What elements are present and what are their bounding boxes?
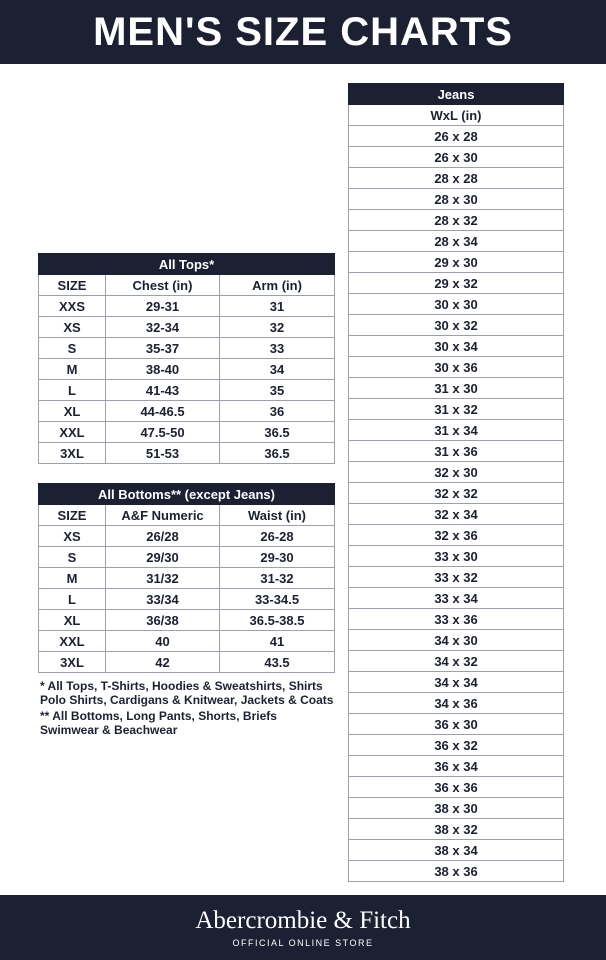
table-row bbox=[349, 273, 564, 294]
table-row bbox=[39, 568, 335, 589]
table-row bbox=[349, 546, 564, 567]
jeans-size-cell: 33 x 32 bbox=[349, 567, 564, 588]
table-row bbox=[349, 231, 564, 252]
table-cell: S bbox=[39, 338, 106, 359]
table-cell: 36 bbox=[220, 401, 335, 422]
table-row bbox=[349, 399, 564, 420]
bottoms-footnote-line1: ** All Bottoms, Long Pants, Shorts, Briefs bbox=[40, 709, 277, 723]
table-row bbox=[39, 380, 335, 401]
table-cell: 31-32 bbox=[220, 568, 335, 589]
jeans-size-cell: 36 x 32 bbox=[349, 735, 564, 756]
jeans-size-cell: 30 x 34 bbox=[349, 336, 564, 357]
table-cell: 26-28 bbox=[220, 526, 335, 547]
table-cell: XL bbox=[39, 610, 106, 631]
page-header bbox=[0, 0, 606, 64]
table-cell: 33-34.5 bbox=[220, 589, 335, 610]
jeans-size-cell: 28 x 32 bbox=[349, 210, 564, 231]
table-row bbox=[39, 422, 335, 443]
table-cell: 36.5 bbox=[220, 422, 335, 443]
table-cell: M bbox=[39, 568, 106, 589]
table-cell: 31 bbox=[220, 296, 335, 317]
table-row bbox=[349, 588, 564, 609]
jeans-size-cell: 28 x 30 bbox=[349, 189, 564, 210]
table-row bbox=[349, 420, 564, 441]
jeans-size-cell: 31 x 30 bbox=[349, 378, 564, 399]
table-cell: XL bbox=[39, 401, 106, 422]
tops-table-body bbox=[39, 296, 335, 464]
table-cell: 38-40 bbox=[106, 359, 220, 380]
jeans-size-cell: 28 x 34 bbox=[349, 231, 564, 252]
tops-header-arm: Arm (in) bbox=[220, 275, 335, 296]
table-cell: 32 bbox=[220, 317, 335, 338]
tops-header-chest: Chest (in) bbox=[106, 275, 220, 296]
jeans-size-table bbox=[348, 83, 564, 882]
table-cell: 33/34 bbox=[106, 589, 220, 610]
jeans-size-cell: 30 x 32 bbox=[349, 315, 564, 336]
table-row bbox=[349, 714, 564, 735]
table-cell: S bbox=[39, 547, 106, 568]
table-row bbox=[349, 819, 564, 840]
table-row bbox=[349, 504, 564, 525]
tops-table-title: All Tops* bbox=[39, 254, 335, 275]
table-cell: 41-43 bbox=[106, 380, 220, 401]
table-row bbox=[39, 631, 335, 652]
table-cell: 43.5 bbox=[220, 652, 335, 673]
table-cell: M bbox=[39, 359, 106, 380]
table-cell: 44-46.5 bbox=[106, 401, 220, 422]
table-cell: 26/28 bbox=[106, 526, 220, 547]
table-row bbox=[39, 338, 335, 359]
table-row bbox=[349, 840, 564, 861]
jeans-size-cell: 34 x 34 bbox=[349, 672, 564, 693]
table-cell: XS bbox=[39, 526, 106, 547]
table-row bbox=[39, 610, 335, 631]
jeans-size-cell: 33 x 36 bbox=[349, 609, 564, 630]
table-cell: 36.5 bbox=[220, 443, 335, 464]
table-row bbox=[349, 126, 564, 147]
table-cell: 36.5-38.5 bbox=[220, 610, 335, 631]
jeans-size-cell: 36 x 30 bbox=[349, 714, 564, 735]
table-row bbox=[39, 443, 335, 464]
bottoms-table-title: All Bottoms** (except Jeans) bbox=[39, 484, 335, 505]
table-cell: 33 bbox=[220, 338, 335, 359]
table-cell: XXL bbox=[39, 422, 106, 443]
table-row bbox=[349, 210, 564, 231]
table-row bbox=[39, 652, 335, 673]
jeans-size-cell: 36 x 36 bbox=[349, 777, 564, 798]
table-cell: L bbox=[39, 589, 106, 610]
table-row bbox=[349, 777, 564, 798]
table-cell: 29/30 bbox=[106, 547, 220, 568]
bottoms-header-numeric: A&F Numeric bbox=[106, 505, 220, 526]
table-cell: XXS bbox=[39, 296, 106, 317]
jeans-size-cell: 38 x 30 bbox=[349, 798, 564, 819]
jeans-size-cell: 26 x 28 bbox=[349, 126, 564, 147]
table-row bbox=[349, 441, 564, 462]
table-cell: 29-31 bbox=[106, 296, 220, 317]
table-row bbox=[349, 378, 564, 399]
jeans-size-cell: 31 x 34 bbox=[349, 420, 564, 441]
table-cell: 42 bbox=[106, 652, 220, 673]
tops-footnote bbox=[40, 679, 340, 707]
jeans-size-cell: 26 x 30 bbox=[349, 147, 564, 168]
table-cell: 41 bbox=[220, 631, 335, 652]
table-row bbox=[349, 336, 564, 357]
jeans-size-cell: 34 x 36 bbox=[349, 693, 564, 714]
jeans-size-cell: 31 x 36 bbox=[349, 441, 564, 462]
bottoms-size-table bbox=[38, 483, 335, 673]
jeans-size-cell: 33 x 30 bbox=[349, 546, 564, 567]
table-cell: 35 bbox=[220, 380, 335, 401]
table-cell: 3XL bbox=[39, 652, 106, 673]
table-row bbox=[349, 651, 564, 672]
table-row bbox=[39, 317, 335, 338]
table-row bbox=[39, 296, 335, 317]
table-cell: 29-30 bbox=[220, 547, 335, 568]
table-row bbox=[349, 609, 564, 630]
jeans-size-cell: 32 x 36 bbox=[349, 525, 564, 546]
footnotes bbox=[40, 679, 340, 739]
jeans-size-cell: 34 x 32 bbox=[349, 651, 564, 672]
jeans-size-cell: 38 x 36 bbox=[349, 861, 564, 882]
table-cell: 31/32 bbox=[106, 568, 220, 589]
bottoms-footnote-line2: Swimwear & Beachwear bbox=[40, 723, 178, 737]
jeans-size-cell: 38 x 32 bbox=[349, 819, 564, 840]
table-row bbox=[39, 526, 335, 547]
table-row bbox=[349, 147, 564, 168]
table-row bbox=[349, 735, 564, 756]
jeans-size-cell: 29 x 32 bbox=[349, 273, 564, 294]
jeans-header-wxl: WxL (in) bbox=[349, 105, 564, 126]
jeans-size-cell: 33 x 34 bbox=[349, 588, 564, 609]
jeans-size-cell: 30 x 30 bbox=[349, 294, 564, 315]
table-row bbox=[39, 547, 335, 568]
jeans-size-cell: 30 x 36 bbox=[349, 357, 564, 378]
tops-footnote-line1: * All Tops, T-Shirts, Hoodies & Sweatshirts, Shirts bbox=[40, 679, 323, 693]
table-row bbox=[349, 483, 564, 504]
page-footer bbox=[0, 895, 606, 960]
table-row bbox=[349, 756, 564, 777]
jeans-size-cell: 31 x 32 bbox=[349, 399, 564, 420]
tops-size-table bbox=[38, 253, 335, 464]
tops-footnote-line2: Polo Shirts, Cardigans & Knitwear, Jackets & Coats bbox=[40, 693, 334, 707]
table-cell: 3XL bbox=[39, 443, 106, 464]
table-row bbox=[349, 693, 564, 714]
table-cell: 51-53 bbox=[106, 443, 220, 464]
jeans-table-body bbox=[349, 126, 564, 882]
table-row bbox=[349, 630, 564, 651]
table-cell: 47.5-50 bbox=[106, 422, 220, 443]
jeans-table-title: Jeans bbox=[349, 84, 564, 105]
table-cell: L bbox=[39, 380, 106, 401]
table-row bbox=[349, 252, 564, 273]
table-cell: 34 bbox=[220, 359, 335, 380]
jeans-size-cell: 32 x 30 bbox=[349, 462, 564, 483]
bottoms-footnote bbox=[40, 709, 340, 737]
table-row bbox=[349, 798, 564, 819]
table-cell: XS bbox=[39, 317, 106, 338]
page-title: MEN'S SIZE CHARTS bbox=[93, 9, 513, 54]
jeans-size-cell: 32 x 32 bbox=[349, 483, 564, 504]
brand-logo: Abercrombie & Fitch bbox=[195, 906, 411, 934]
table-cell: 36/38 bbox=[106, 610, 220, 631]
jeans-size-cell: 34 x 30 bbox=[349, 630, 564, 651]
table-cell: 35-37 bbox=[106, 338, 220, 359]
tops-header-size: SIZE bbox=[39, 275, 106, 296]
store-label: OFFICIAL ONLINE STORE bbox=[232, 937, 374, 948]
table-row bbox=[349, 525, 564, 546]
jeans-size-cell: 29 x 30 bbox=[349, 252, 564, 273]
table-row bbox=[349, 567, 564, 588]
jeans-size-cell: 36 x 34 bbox=[349, 756, 564, 777]
table-row bbox=[39, 401, 335, 422]
jeans-size-cell: 32 x 34 bbox=[349, 504, 564, 525]
table-row bbox=[349, 315, 564, 336]
bottoms-table-body bbox=[39, 526, 335, 673]
table-cell: 40 bbox=[106, 631, 220, 652]
table-cell: 32-34 bbox=[106, 317, 220, 338]
table-row bbox=[349, 189, 564, 210]
jeans-size-cell: 38 x 34 bbox=[349, 840, 564, 861]
table-row bbox=[349, 357, 564, 378]
table-row bbox=[39, 589, 335, 610]
bottoms-header-waist: Waist (in) bbox=[220, 505, 335, 526]
table-row bbox=[39, 359, 335, 380]
jeans-size-cell: 28 x 28 bbox=[349, 168, 564, 189]
table-row bbox=[349, 462, 564, 483]
table-row bbox=[349, 672, 564, 693]
bottoms-header-size: SIZE bbox=[39, 505, 106, 526]
table-row bbox=[349, 294, 564, 315]
table-cell: XXL bbox=[39, 631, 106, 652]
table-row bbox=[349, 168, 564, 189]
table-row bbox=[349, 861, 564, 882]
